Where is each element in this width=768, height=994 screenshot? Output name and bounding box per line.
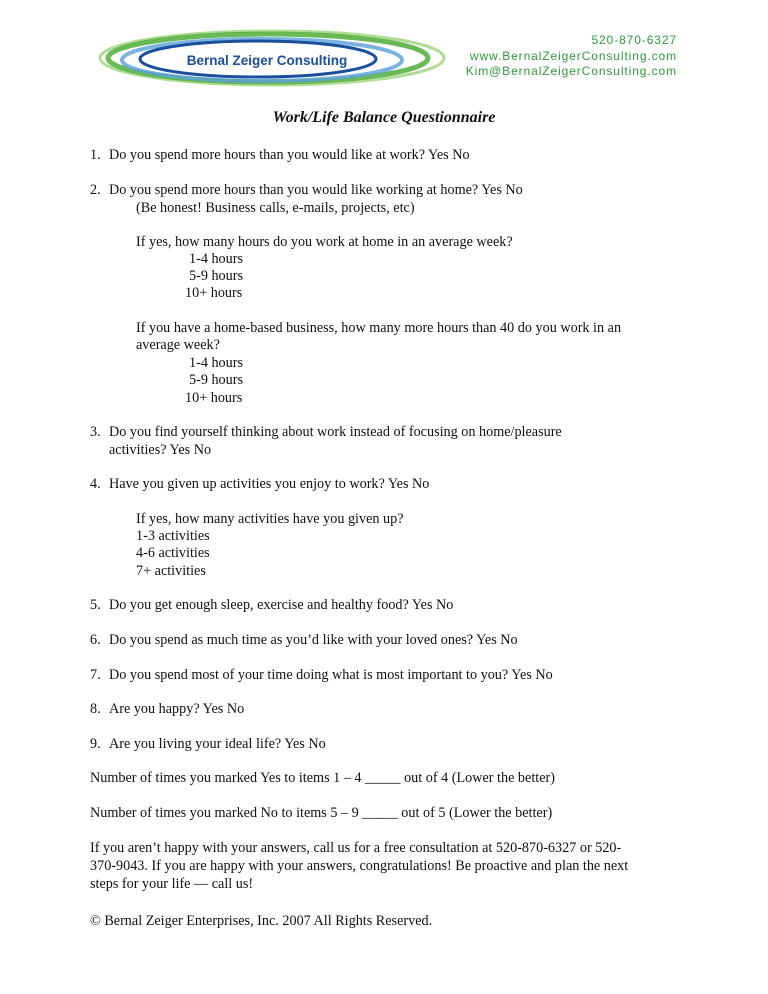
question-8 [90,701,244,718]
logo-wordmark: Bernal Zeiger Consulting [186,53,348,68]
answer-option: 5-9 hours [189,268,243,284]
question-number: 1. [90,147,101,163]
question-number: 8. [90,701,101,717]
question-text: Are you living your ideal life? Yes No [109,736,326,752]
question-2-sub2-prompt-line2: average week? [136,337,220,353]
answer-option: 1-4 hours [189,355,243,371]
contact-info [466,33,677,80]
question-3 [90,424,562,441]
question-number: 5. [90,597,101,613]
question-4-sub-prompt: If yes, how many activities have you given up? [136,511,404,527]
question-5 [90,597,453,614]
logo-swoosh-graphic [92,22,452,94]
question-9 [90,736,326,753]
question-number: 3. [90,424,101,440]
question-number: 7. [90,667,101,683]
answer-option: 5-9 hours [189,372,243,388]
page-title: Work/Life Balance Questionnaire [272,109,496,126]
question-7 [90,667,553,684]
answer-option: 7+ activities [136,563,206,579]
question-2-sub1-prompt: If yes, how many hours do you work at home in an average week? [136,234,513,250]
question-2-note: (Be honest! Business calls, e-mails, projects, etc) [136,200,415,216]
company-logo [92,22,452,94]
answer-option: 1-4 hours [189,251,243,267]
question-text: Do you spend as much time as you’d like with your loved ones? Yes No [109,632,518,648]
closing-line-1: If you aren’t happy with your answers, call us for a free consultation at 520-870-6327 or 520- [90,840,622,856]
contact-email-link[interactable]: Kim@BernalZeigerConsulting.com [465,64,677,78]
score-yes-line: Number of times you marked Yes to items 1 – 4 _____ out of 4 (Lower the better) [90,770,555,786]
question-number: 6. [90,632,101,648]
question-1 [90,147,470,164]
answer-option: 10+ hours [185,285,243,301]
contact-phone: 520-870-6327 [591,33,677,47]
question-text: Do you get enough sleep, exercise and healthy food? Yes No [109,597,454,613]
question-number: 9. [90,736,101,752]
question-text: Do you find yourself thinking about work instead of focusing on home/pleasure [109,424,562,440]
question-2-sub2-prompt-line1: If you have a home-based business, how many more hours than 40 do you work in an [136,320,622,336]
score-no-line: Number of times you marked No to items 5 – 9 _____ out of 5 (Lower the better) [90,805,553,821]
answer-option: 1-3 activities [136,528,210,544]
question-4 [90,476,429,493]
answer-option: 10+ hours [185,390,243,406]
question-text: Do you spend more hours than you would like working at home? Yes No [109,182,523,198]
question-6 [90,632,518,649]
question-text: Have you given up activities you enjoy to work? Yes No [109,476,430,492]
contact-website-link[interactable]: www.BernalZeigerConsulting.com [469,48,677,63]
question-2 [90,182,523,199]
copyright-notice: © Bernal Zeiger Enterprises, Inc. 2007 All Rights Reserved. [90,913,433,929]
question-text: Are you happy? Yes No [109,701,245,717]
question-text: Do you spend more hours than you would like at work? Yes No [109,147,470,163]
closing-line-3: steps for your life — call us! [90,876,254,892]
question-3-line2: activities? Yes No [109,442,212,458]
question-number: 2. [90,182,101,198]
closing-line-2: 370-9043. If you are happy with your answers, congratulations! Be proactive and plan the next [90,858,629,874]
question-number: 4. [90,476,101,492]
answer-option: 4-6 activities [136,545,210,561]
question-text: Do you spend most of your time doing what is most important to you? Yes No [109,667,553,683]
